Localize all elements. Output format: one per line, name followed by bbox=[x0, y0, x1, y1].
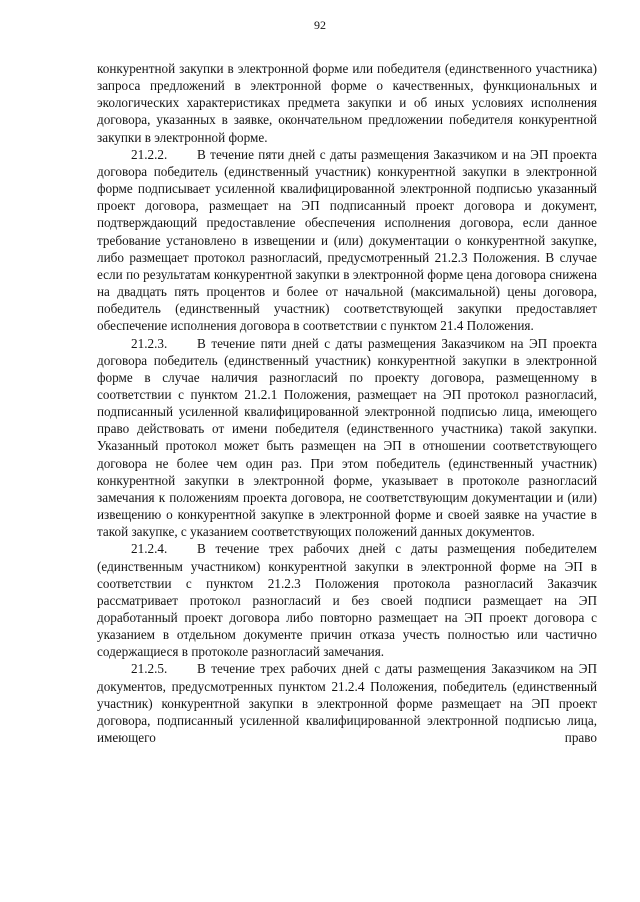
body-text bbox=[97, 60, 597, 746]
clause-21-2-4 bbox=[97, 540, 597, 660]
clause-number: 21.2.5. bbox=[131, 661, 168, 677]
paragraph-continuation bbox=[97, 60, 597, 146]
clause-number: 21.2.4. bbox=[131, 541, 168, 557]
clause-number: 21.2.3. bbox=[131, 335, 168, 351]
clause-21-2-3 bbox=[97, 335, 597, 541]
clause-text: В течение трех рабочих дней с даты размещения победителем (единственным участником) конкурентной закупки в электронной форме на ЭП в соответствии с пунктом 21.2.3 Положения протокола разногласий Заказчик рассматривает протокол разногласий и без своей подписи размещает на ЭП доработанный проект договора либо повторно размещает на ЭП проект договора с указанием в отдельном документе причин отказа учесть полностью или частично содержащиеся в протоколе разногласий замечания. bbox=[97, 541, 597, 660]
clause-text: В течение пяти дней с даты размещения Заказчиком и на ЭП проекта договора победитель (единственный участник) конкурентной закупки в электронной форме подписывает усиленной квалифицированной электронной подписью указанный проект договора, размещает на ЭП подписанный проект договора и документ, подтверждающий предоставление обеспечения исполнения договора, если данное требование установлено в извещении и (или) документации о конкурентной закупке, либо размещает протокол разногласий, предусмотренный 21.2.3 Положения. В случае если по результатам конкурентной закупки в электронной форме цена договора снижена на двадцать пять процентов и более от начальной (максимальной) цены договора, победитель (единственный участник) соответствующей закупки предоставляет обеспечение исполнения договора в соответствии с пунктом 21.4 Положения. bbox=[97, 146, 597, 334]
clause-21-2-2 bbox=[97, 146, 597, 335]
clause-text: В течение трех рабочих дней с даты размещения Заказчиком на ЭП документов, предусмотренных пунктом 21.2.4 Положения, победитель (единственный участник) конкурентной закупки в электронной форме размещает на ЭП проект договора, подписанный усиленной квалифицированной электронной подписью лица, имеющего право bbox=[97, 661, 597, 746]
page-number: 92 bbox=[314, 18, 326, 32]
clause-number: 21.2.2. bbox=[131, 146, 168, 162]
clause-21-2-5 bbox=[97, 660, 597, 746]
clause-text: В течение пяти дней с даты размещения Заказчиком на ЭП проекта договора победитель (единственный участник) конкурентной закупки в электронной форме в случае наличия разногласий по проекту договора, размещенному в соответствии с пунктом 21.2.1 Положения, размещает на ЭП протокол разногласий, подписанный усиленной квалифицированной электронной подписью лица, имеющего право действовать от имени победителя (единственного участника) такой закупки. Указанный протокол может быть размещен на ЭП в отношении соответствующего договора не более чем один раз. При этом победитель (единственный участник) конкурентной закупки в электронной форме, указывает в протоколе разногласий замечания к положениям проекта договора, не соответствующим документации и (или) извещению о конкурентной закупке в электронной форме и своей заявке на участие в такой закупке, с указанием соответствующих положений данных документов. bbox=[97, 335, 597, 540]
paragraph-text: конкурентной закупки в электронной форме или победителя (единственного участника) запроса предложений в электронной форме о качественных, функциональных и экологических характеристиках предмета закупки и об иных условиях исполнения договора, указанных в заявке, окончательном предложении победителя конкурентной закупки в электронной форме. bbox=[97, 61, 597, 145]
